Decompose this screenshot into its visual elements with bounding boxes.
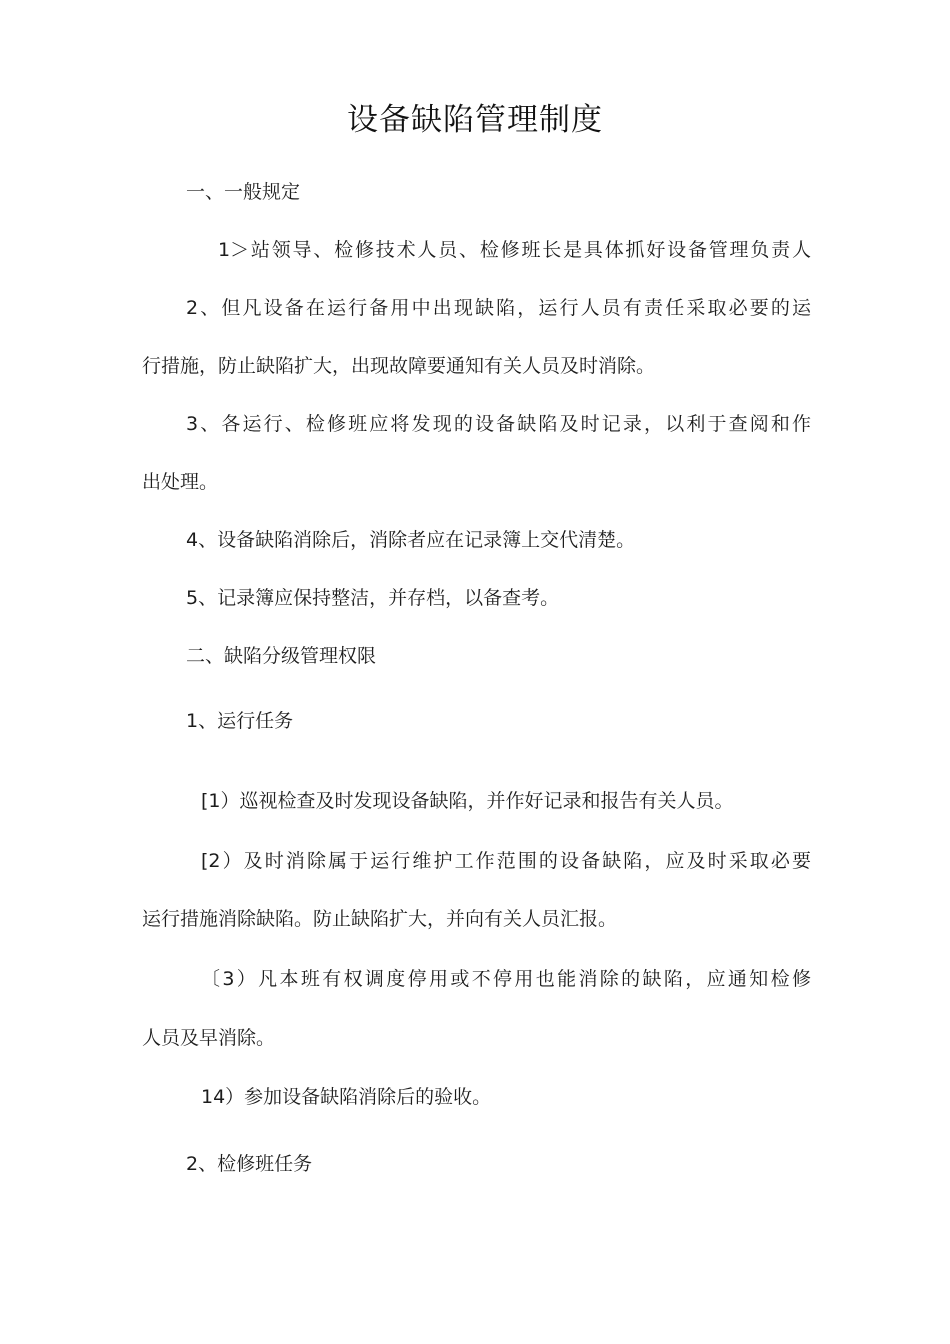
subsection-heading: 1、运行任务 <box>186 710 294 732</box>
paragraph-line: [1）巡视检查及时发现设备缺陷，并作好记录和报告有关人员。 <box>201 790 734 812</box>
paragraph-line: 行措施，防止缺陷扩大，出现故障要通知有关人员及时消除。 <box>142 355 656 377</box>
paragraph-line: 人员及早消除。 <box>142 1027 276 1049</box>
paragraph-line: 出处理。 <box>142 471 219 493</box>
subsection-heading: 2、检修班任务 <box>186 1153 313 1175</box>
document-title: 设备缺陷管理制度 <box>347 102 603 138</box>
paragraph-line: 〔3）凡本班有权调度停用或不停用也能消除的缺陷，应通知检修 <box>201 968 811 990</box>
paragraph-line: 2、但凡设备在运行备用中出现缺陷，运行人员有责任采取必要的运 <box>186 297 811 319</box>
paragraph-line: 4、设备缺陷消除后，消除者应在记录簿上交代清楚。 <box>186 529 636 551</box>
section-heading-defect-levels: 二、缺陷分级管理权限 <box>186 645 377 667</box>
paragraph-line: 3、各运行、检修班应将发现的设备缺陷及时记录，以利于查阅和作 <box>186 413 811 435</box>
paragraph-line: 1＞站领导、检修技术人员、检修班长是具体抓好设备管理负责人 <box>218 239 811 261</box>
section-heading-general: 一、一般规定 <box>186 181 301 203</box>
paragraph-line: 运行措施消除缺陷。防止缺陷扩大，并向有关人员汇报。 <box>142 908 618 930</box>
paragraph-line: 5、记录簿应保持整洁，并存档，以备查考。 <box>186 587 560 609</box>
paragraph-line: 14）参加设备缺陷消除后的验收。 <box>201 1086 492 1108</box>
paragraph-line: [2）及时消除属于运行维护工作范围的设备缺陷，应及时采取必要 <box>201 850 811 872</box>
